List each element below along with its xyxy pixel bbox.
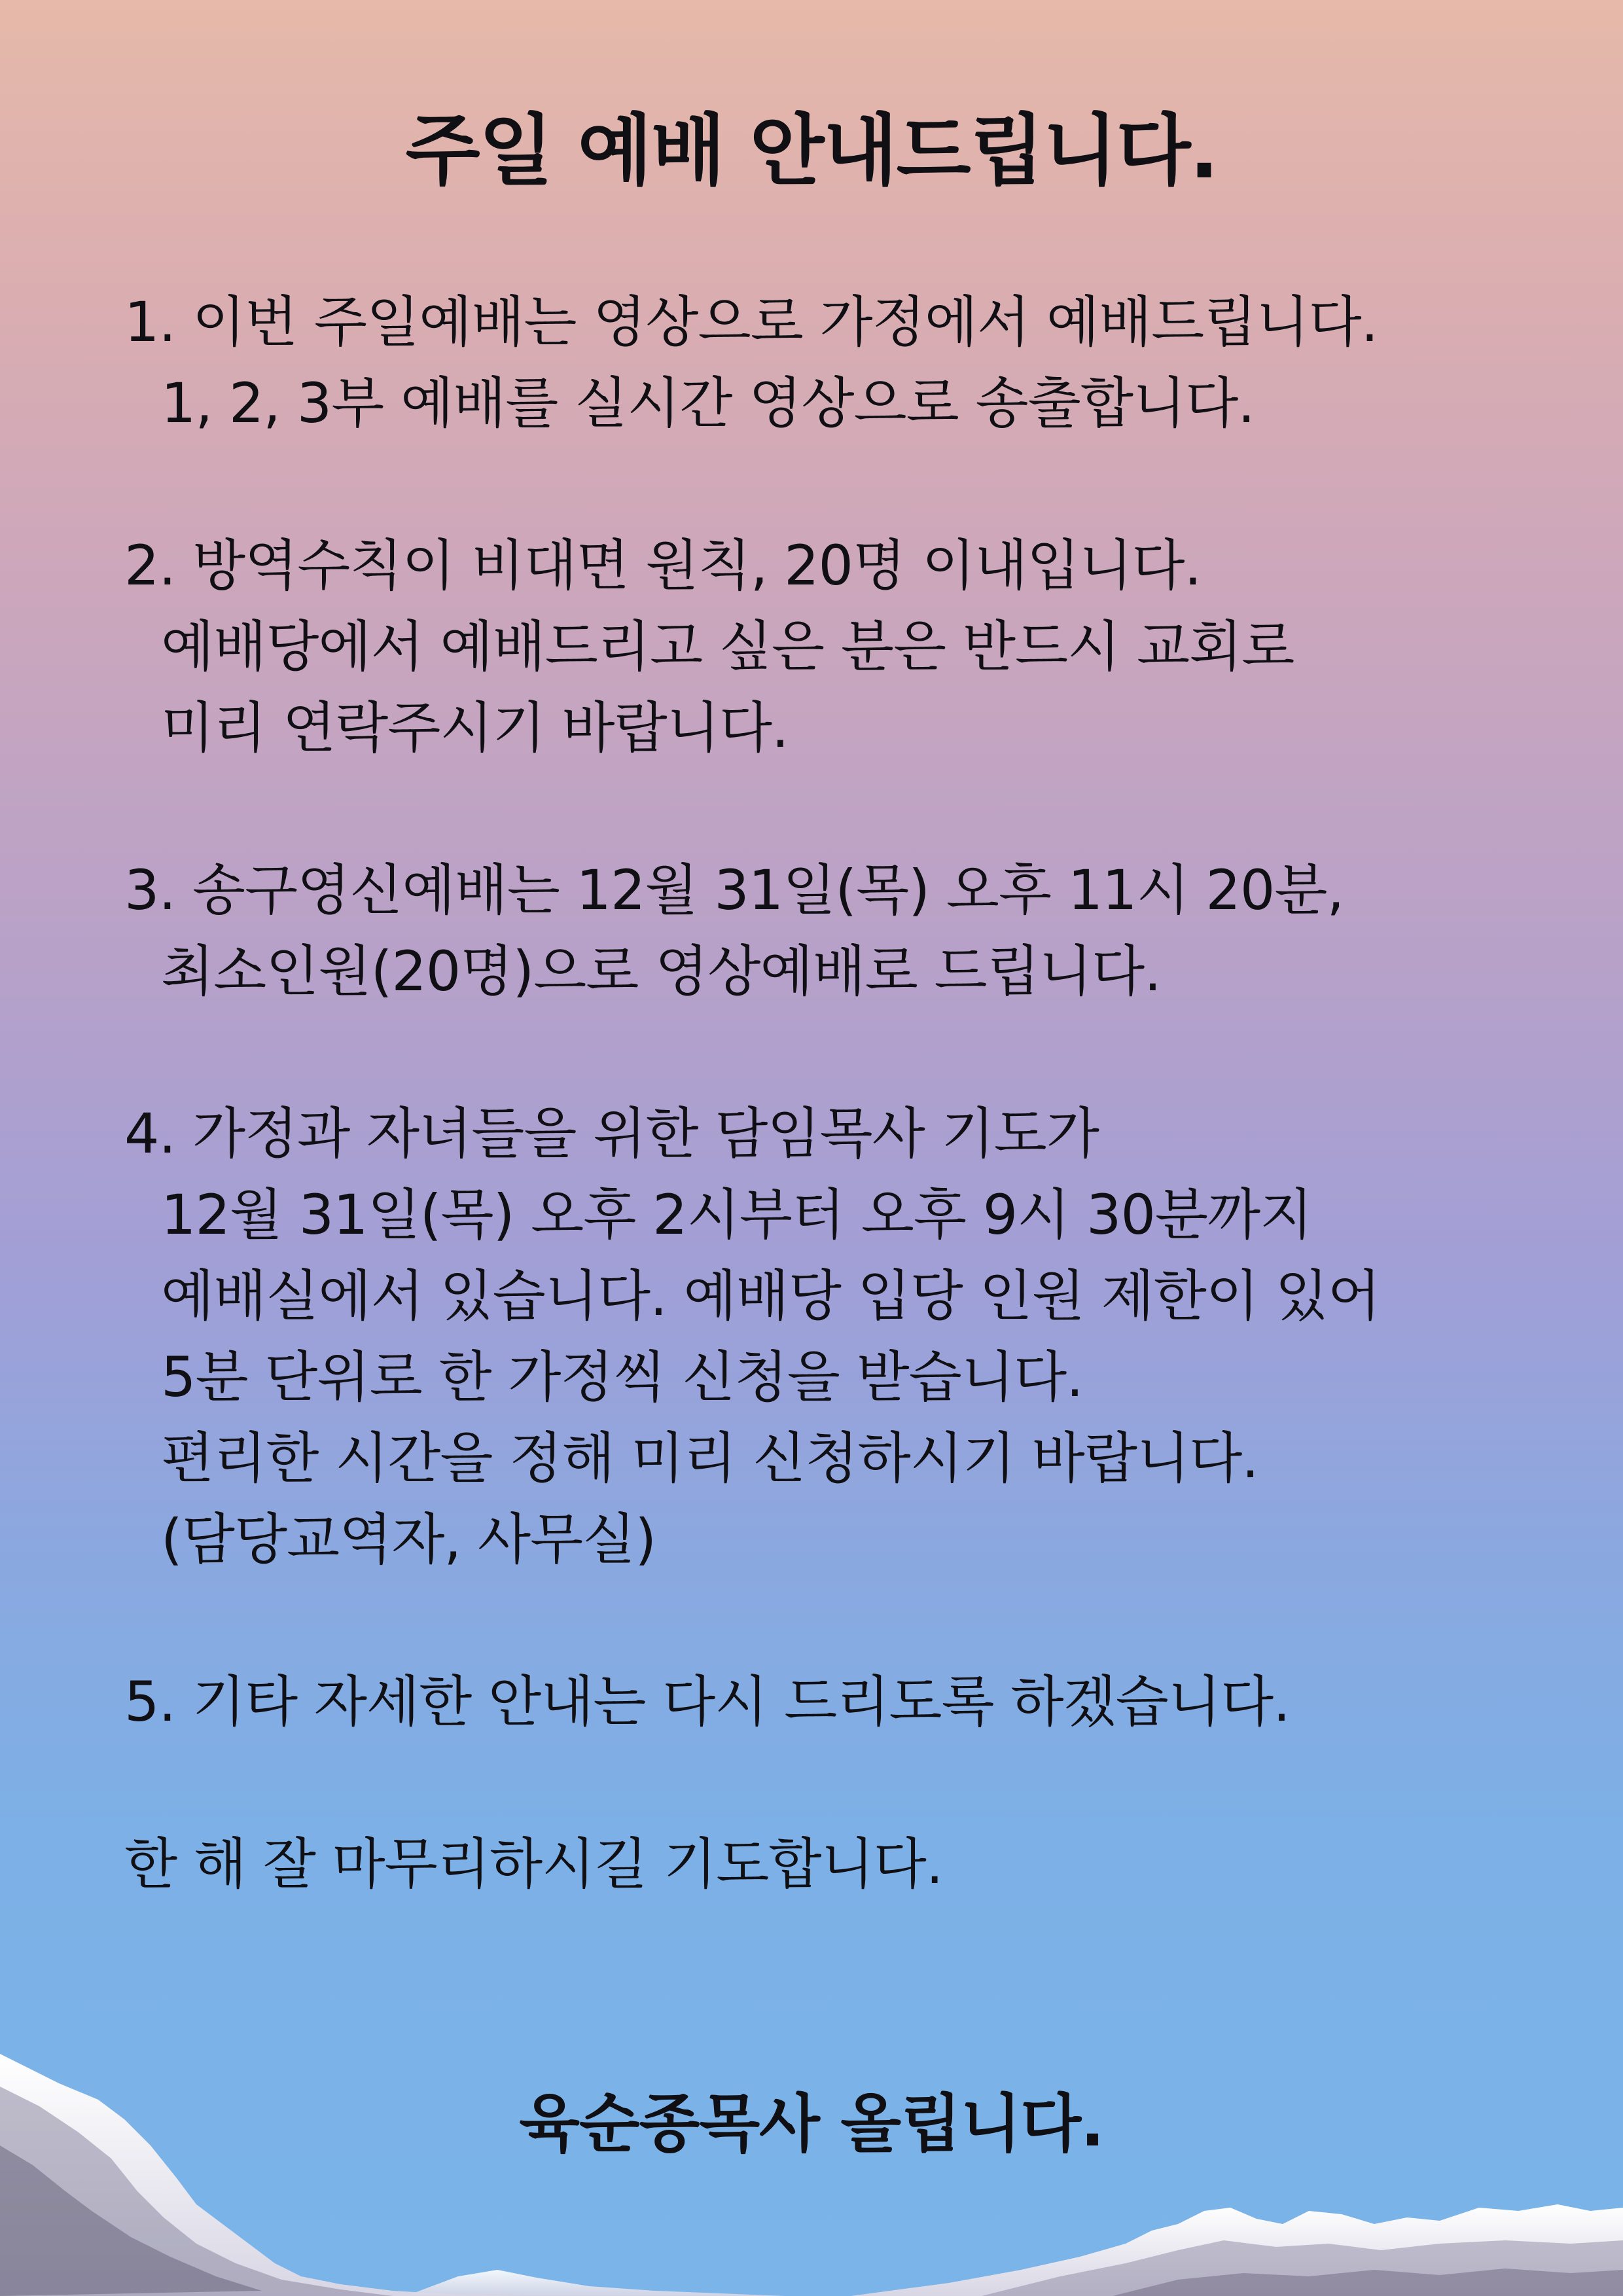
closing-message — [124, 1823, 1531, 1905]
snowy-mountains-illustration — [0, 2047, 1623, 2296]
item-5-line-1: 5. 기타 자세한 안내는 다시 드리도록 하겠습니다. — [124, 1670, 1290, 1734]
item-4-line-5: 편리한 시간을 정해 미리 신청하시기 바랍니다. — [161, 1426, 1258, 1490]
notice-body — [124, 281, 1531, 1905]
item-4-line-4: 5분 단위로 한 가정씩 신청을 받습니다. — [161, 1345, 1083, 1409]
item-4-line-6: (담당교역자, 사무실) — [161, 1507, 656, 1571]
notice-item-4 — [124, 1093, 1531, 1580]
item-3-line-2: 최소인원(20명)으로 영상예배로 드립니다. — [161, 939, 1161, 1003]
item-2-line-3: 미리 연락주시기 바랍니다. — [161, 696, 789, 760]
notice-item-3 — [124, 850, 1531, 1012]
item-1-line-2: 1, 2, 3부 예배를 실시간 영상으로 송출합니다. — [161, 371, 1255, 435]
item-4-line-1: 4. 가정과 자녀들을 위한 담임목사 기도가 — [124, 1102, 1099, 1166]
item-4-line-2: 12월 31일(목) 오후 2시부터 오후 9시 30분까지 — [161, 1183, 1313, 1247]
item-2-line-1: 2. 방역수칙이 비대면 원칙, 20명 이내입니다. — [124, 533, 1202, 598]
item-4-line-3: 예배실에서 있습니다. 예배당 입당 인원 제한이 있어 — [161, 1264, 1380, 1328]
item-2-line-2: 예배당에서 예배드리고 싶은 분은 반드시 교회로 — [161, 615, 1294, 679]
item-1-line-1: 1. 이번 주일예배는 영상으로 가정에서 예배드립니다. — [124, 290, 1378, 354]
notice-item-1 — [124, 281, 1531, 444]
notice-title: 주일 예배 안내드립니다. — [405, 105, 1218, 196]
closing-line: 한 해 잘 마무리하시길 기도합니다. — [124, 1832, 943, 1896]
item-3-line-1: 3. 송구영신예배는 12월 31일(목) 오후 11시 20분, — [124, 858, 1344, 922]
pastor-signature: 육순종목사 올립니다. — [519, 2087, 1104, 2161]
notice-item-2 — [124, 525, 1531, 768]
notice-item-5 — [124, 1661, 1531, 1742]
middle-hill — [406, 2270, 785, 2296]
